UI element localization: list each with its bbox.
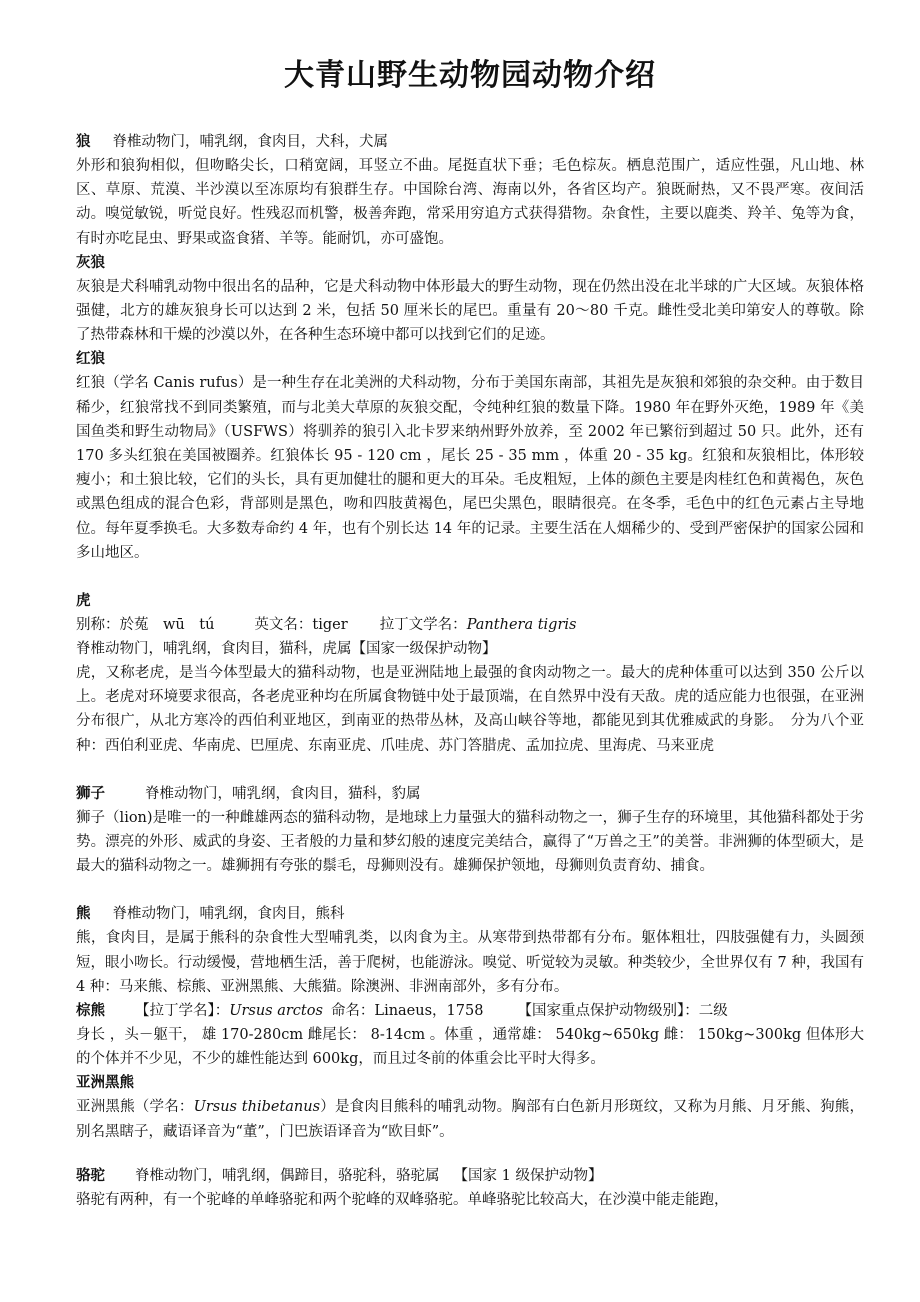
tiger-alias: 别称：於菟 wū tú xyxy=(76,617,215,634)
brown-bear-namer: 命名：Linaeus，1758 xyxy=(330,1003,484,1020)
red-wolf-description xyxy=(76,371,864,565)
wolf-description: 外形和狼狗相似，但吻略尖长，口稍宽阔，耳竖立不曲。尾挺直状下垂；毛色棕灰。栖息范围广，适应性强，凡山地、林区、草原、荒漠、半沙漠以至冻原均有狼群生存。中国除台湾、海南以外，各省区均产。狼既耐热，又不畏严寒。夜间活动。嗅觉敏锐，听觉良好。性残忍而机警，极善奔跑，常采用穷追方式获得猎物。杂食性，主要以鹿类、羚羊、兔等为食，有时亦吃昆虫、野果或盗食猪、羊等。能耐饥，亦可盛饱。 xyxy=(76,158,864,247)
tiger-latin-label: 拉丁文学名： xyxy=(379,617,467,634)
tiger-heading: 虎 xyxy=(76,592,91,610)
brown-bear-heading xyxy=(76,999,864,1023)
spacer xyxy=(76,878,864,902)
bear-heading xyxy=(76,902,864,926)
camel-protection-badge: 【国家 1 级保护动物】 xyxy=(453,1167,603,1184)
tiger-protection-badge: 【国家一级保护动物】 xyxy=(351,641,497,658)
tiger-names-line xyxy=(76,613,864,637)
camel-description: 骆驼有两种，有一个驼峰的单峰骆驼和两个驼峰的双峰骆驼。单峰骆驼比较高大，在沙漠中能走能跑， xyxy=(76,1191,729,1208)
asian-black-bear-description xyxy=(76,1095,864,1143)
tiger-taxonomy-line xyxy=(76,637,864,661)
spacer xyxy=(76,1144,864,1164)
bear-name: 熊 xyxy=(76,905,91,923)
lion-heading xyxy=(76,782,864,806)
wolf-name: 狼 xyxy=(76,133,91,150)
spacer xyxy=(76,565,864,589)
asian-black-bear-desc-rest: ）是食肉目熊科的哺乳动物。胸部有白色新月形斑纹，又称为月熊、月牙熊、狗熊，别名黑瞎子，藏语译音为“董”，门巴族语译音为“欧目虾”。 xyxy=(76,1099,864,1140)
asian-black-bear-latin-name: Ursus thibetanus xyxy=(193,1099,321,1116)
lion-name: 狮子 xyxy=(76,784,105,802)
section-wolf-heading xyxy=(76,130,864,154)
spacer xyxy=(76,758,864,782)
camel-heading xyxy=(76,1164,864,1188)
asian-black-bear-desc-start: 亚洲黑熊（学名： xyxy=(76,1099,194,1116)
tiger-taxonomy: 脊椎动物门，哺乳纲，食肉目，猫科，虎属 xyxy=(76,641,352,658)
bear-description: 熊，食肉目，是属于熊科的杂食性大型哺乳类，以肉食为主。从寒带到热带都有分布。躯体粗壮，四肢强健有力，头圆颈短，眼小吻长。行动缓慢，营地栖生活，善于爬树，也能游泳。嗅觉、听觉较为灵敏。种类较少，全世界仅有 7 种，我国有 4 种：马来熊、棕熊、亚洲黑熊、大熊猫。除澳洲、非洲南部外，多有分布。 xyxy=(76,930,864,995)
gray-wolf-heading: 灰狼 xyxy=(76,253,105,271)
bear-taxonomy: 脊椎动物门，哺乳纲，食肉目，熊科 xyxy=(112,906,345,923)
gray-wolf-description: 灰狼是犬科哺乳动物中很出名的品种，它是犬科动物中体形最大的野生动物，现在仍然出没在北半球的广大区域。灰狼体格强健，北方的雄灰狼身长可以达到 2 米，包括 50 厘米长的尾巴。重量有 20～80 千克。雌性受北美印第安人的尊敬。除了热带森林和干燥的沙漠以外，在各种生态环境中都可以找到它们的足迹。 xyxy=(76,278,864,344)
brown-bear-description: 身长 ，头－躯干， 雄 170-280cm 雌尾长： 8-14cm 。体重 ，通常雄： 540kg~650kg 雌： 150kg~300kg 但体形大的个体并不少见，不少的雄性能达到 600kg，而且过冬前的体重会比平时大得多。 xyxy=(76,1027,864,1068)
tiger-description: 虎，又称老虎，是当今体型最大的猫科动物，也是亚洲陆地上最强的食肉动物之一。最大的虎种体重可以达到 350 公斤以上。老虎对环境要求很高，各老虎亚种均在所属食物链中处于最顶端，在自然界中没有天敌。虎的适应能力也很强，在亚洲分布很广，从北方寒冷的西伯利亚地区，到南亚的热带丛林，及高山峡谷等地，都能见到其优雅威武的身影。 分为八个亚种：西伯利亚虎、华南虎、巴厘虎、东南亚虎、爪哇虎、苏门答腊虎、孟加拉虎、里海虎、马来亚虎 xyxy=(76,665,864,754)
tiger-latin-name: Panthera tigris xyxy=(466,617,577,634)
asian-black-bear-heading: 亚洲黑熊 xyxy=(76,1074,134,1092)
wolf-taxonomy: 脊椎动物门，哺乳纲，食肉目，犬科，犬属 xyxy=(112,134,388,150)
document-page xyxy=(76,56,864,1212)
brown-bear-name: 棕熊 xyxy=(76,1002,105,1020)
brown-bear-protection-level: 【国家重点保护动物级别】：二级 xyxy=(517,1003,728,1020)
tiger-english-name: 英文名：tiger xyxy=(254,617,348,634)
lion-taxonomy: 脊椎动物门，哺乳纲，食肉目，猫科，豹属 xyxy=(145,785,421,802)
camel-name: 骆驼 xyxy=(76,1166,105,1184)
camel-taxonomy: 脊椎动物门，哺乳纲，偶蹄目，骆驼科，骆驼属 xyxy=(135,1167,440,1184)
red-wolf-latin-name: Canis rufus xyxy=(153,375,238,392)
red-wolf-desc-rest: ）是一种生存在北美洲的犬科动物，分布于美国东南部，其祖先是灰狼和郊狼的杂交种。由于数目稀少，红狼常找不到同类繁殖，而与北美大草原的灰狼交配，令纯种红狼的数量下降。1980 年在野外灭绝，1989 年《美国鱼类和野生动物局》（USFWS）将驯养的狼引入北卡罗来纳州野外放养，至 2002 年已繁衍到超过 50 只。此外，还有 170 多头红狼在美国被圈养。红狼体长 95 - 120 cm ，尾长 25 - 35 mm ，体重 20 - 35 kg。红狼和灰狼相比，体形较瘦小；和土狼比较，它们的头长，具有更加健壮的腿和更大的耳朵。毛皮粗短，上体的颜色主要是肉桂红色和黄褐色，灰色或黑色组成的混合色彩，背部则是黑色，吻和四肢黄褐色，尾巴尖黑色，眼睛很亮。在冬季，毛色中的红色元素占主导地位。每年夏季换毛。大多数寿命约 4 年，也有个别长达 14 年的记录。主要生活在人烟稀少的、受到严密保护的国家公园和多山地区。 xyxy=(76,375,865,561)
brown-bear-latin-label: 【拉丁学名】： xyxy=(135,1003,230,1020)
brown-bear-latin-name: Ursus arctos xyxy=(229,1003,323,1020)
red-wolf-heading: 红狼 xyxy=(76,350,105,368)
red-wolf-desc-start: 红狼（学名 xyxy=(76,375,154,392)
lion-description: 狮子（lion)是唯一的一种雌雄两态的猫科动物，是地球上力量强大的猫科动物之一，狮子生存的环境里，其他猫科都处于劣势。漂亮的外形、威武的身姿、王者般的力量和梦幻般的速度完美结合，赢得了“万兽之王”的美誉。非洲狮的体型硕大，是最大的猫科动物之一。雄狮拥有夸张的鬃毛，母狮则没有。雄狮保护领地，母狮则负责育幼、捕食。 xyxy=(76,809,864,875)
page-title: 大青山野生动物园动物介绍 xyxy=(284,58,656,93)
